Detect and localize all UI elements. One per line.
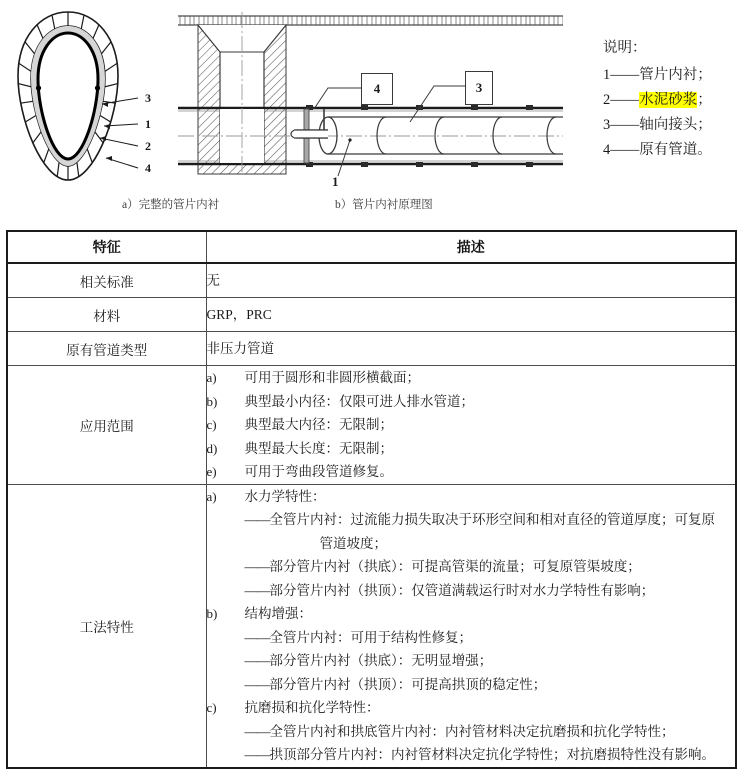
list-item — [207, 437, 736, 461]
sub-text: 部分管片内衬（拱顶）：可提高拱顶的稳定性； — [269, 676, 547, 692]
sub-item — [245, 555, 736, 579]
table-row-scope — [7, 366, 736, 485]
legend-text-4: 原有管道。 — [639, 142, 712, 158]
row-value-standards: 无 — [206, 263, 736, 298]
legend-num-3: 3 — [603, 117, 611, 133]
sub-list — [245, 720, 736, 767]
sub-dash: —— — [244, 676, 270, 692]
table-row-characteristics — [7, 484, 736, 768]
sub-text: 全管片内衬：可用于结构性修复； — [269, 629, 472, 645]
cross-label-4: 4 — [145, 161, 151, 175]
legend-dash-4: —— — [610, 142, 640, 158]
pipe-schematic-diagram — [178, 12, 563, 187]
caption-a: a）完整的管片内衬 — [122, 199, 220, 211]
cross-label-2: 2 — [145, 139, 151, 153]
list-marker: e) — [206, 464, 217, 479]
cross-label-1: 1 — [145, 117, 151, 131]
row-label-standards: 相关标准 — [7, 263, 206, 298]
header-feature: 特征 — [7, 231, 206, 263]
legend-num-2: 2 — [603, 92, 611, 108]
sub-text: 部分管片内衬（拱底）：无明显增强； — [269, 653, 493, 668]
list-text: 可用于圆形和非圆形横截面； — [244, 370, 420, 385]
sub-item — [245, 673, 736, 697]
list-marker: c) — [206, 417, 217, 432]
legend — [603, 36, 712, 163]
scope-list — [207, 366, 736, 484]
list-marker: b) — [206, 393, 218, 409]
list-text: 典型最大内径：无限制； — [244, 417, 393, 432]
legend-num-1: 1 — [603, 67, 611, 83]
legend-item-2 — [603, 88, 712, 113]
sub-list — [245, 508, 736, 602]
sub-dash: —— — [244, 723, 270, 739]
legend-text-1: 管片内衬； — [639, 67, 712, 83]
sub-item — [245, 508, 736, 555]
row-value-scope — [206, 366, 736, 485]
legend-num-4: 4 — [603, 142, 611, 158]
legend-dash-1: —— — [610, 67, 640, 83]
list-marker: a) — [206, 488, 217, 504]
cross-label-3: 3 — [145, 91, 151, 105]
list-item — [207, 366, 736, 390]
sub-item — [245, 649, 736, 673]
caption-b: b）管片内衬原理图 — [335, 199, 433, 211]
row-value-characteristics — [206, 484, 736, 768]
list-text: 典型最大长度：无限制； — [244, 440, 393, 456]
group-title: 结构增强： — [244, 606, 312, 621]
sub-text: 部分管片内衬（拱顶）：仅管道满载运行时对水力学特性有影响； — [269, 582, 655, 598]
row-label-material: 材料 — [7, 298, 206, 332]
sub-dash: —— — [244, 653, 270, 668]
schematic-label-box-4 — [361, 73, 393, 105]
specification-table — [6, 230, 737, 769]
list-marker: b) — [206, 606, 218, 621]
sub-text: 拱顶部分管片内衬：内衬管材料决定抗化学特性；对抗磨损特性没有影响。 — [269, 747, 715, 762]
legend-item-4 — [603, 138, 712, 163]
schematic-label-box-3 — [465, 71, 493, 105]
sub-item — [245, 626, 736, 650]
sub-dash: —— — [244, 512, 270, 527]
list-item-group — [207, 696, 736, 767]
list-item — [207, 460, 736, 484]
sub-dash: —— — [244, 629, 270, 645]
row-label-pipe-type: 原有管道类型 — [7, 332, 206, 366]
list-marker: d) — [206, 440, 218, 456]
sub-item — [245, 579, 736, 603]
legend-dash-2: —— — [610, 92, 640, 108]
sub-item — [245, 720, 736, 744]
sub-dash: —— — [244, 559, 270, 574]
table-row — [7, 332, 736, 366]
sub-item — [245, 743, 736, 767]
row-label-characteristics: 工法特性 — [7, 484, 206, 768]
group-title: 水力学特性： — [244, 488, 326, 504]
list-item — [207, 413, 736, 437]
legend-item-1 — [603, 63, 712, 88]
schematic-label-3-text: 3 — [475, 80, 483, 95]
list-text: 可用于弯曲段管道修复。 — [244, 464, 393, 479]
list-item — [207, 390, 736, 414]
sub-text: 部分管片内衬（拱底）：可提高管渠的流量；可复原管渠坡度； — [269, 559, 641, 574]
row-value-pipe-type: 非压力管道 — [206, 332, 736, 366]
sub-text-continued: 管道坡度； — [319, 535, 387, 551]
sub-text: 全管片内衬和拱底管片内衬：内衬管材料决定抗磨损和抗化学特性； — [269, 723, 675, 739]
list-text: 典型最小内径：仅限可进人排水管道； — [244, 393, 474, 409]
characteristics-list — [207, 485, 736, 767]
schematic-label-1: 1 — [332, 174, 339, 189]
table-header-row — [7, 231, 736, 263]
legend-dash-3: —— — [610, 117, 640, 133]
row-label-scope: 应用范围 — [7, 366, 206, 485]
table-row — [7, 263, 736, 298]
schematic-label-4-text: 4 — [373, 81, 381, 96]
list-item-group — [207, 602, 736, 696]
legend-text-3: 轴向接头； — [639, 117, 712, 133]
header-description: 描述 — [206, 231, 736, 263]
list-item-group — [207, 485, 736, 603]
list-marker: c) — [206, 700, 217, 715]
legend-text-2-highlighted: 水泥砂浆 — [639, 92, 698, 108]
sub-list — [245, 626, 736, 697]
cross-section-leaders — [100, 86, 146, 178]
legend-text-2-tail: ； — [697, 92, 712, 108]
sub-dash: —— — [244, 747, 270, 762]
row-value-material: GRP，PRC — [206, 298, 736, 332]
sub-text: 全管片内衬：过流能力损失取决于环形空间和相对直径的管道厚度；可复原 — [269, 512, 715, 527]
sub-dash: —— — [244, 582, 270, 598]
figure-area — [0, 0, 743, 222]
list-marker: a) — [206, 370, 217, 385]
group-title: 抗磨损和抗化学特性： — [244, 700, 380, 715]
legend-item-3 — [603, 113, 712, 138]
table-row — [7, 298, 736, 332]
legend-title: 说明： — [603, 40, 647, 56]
